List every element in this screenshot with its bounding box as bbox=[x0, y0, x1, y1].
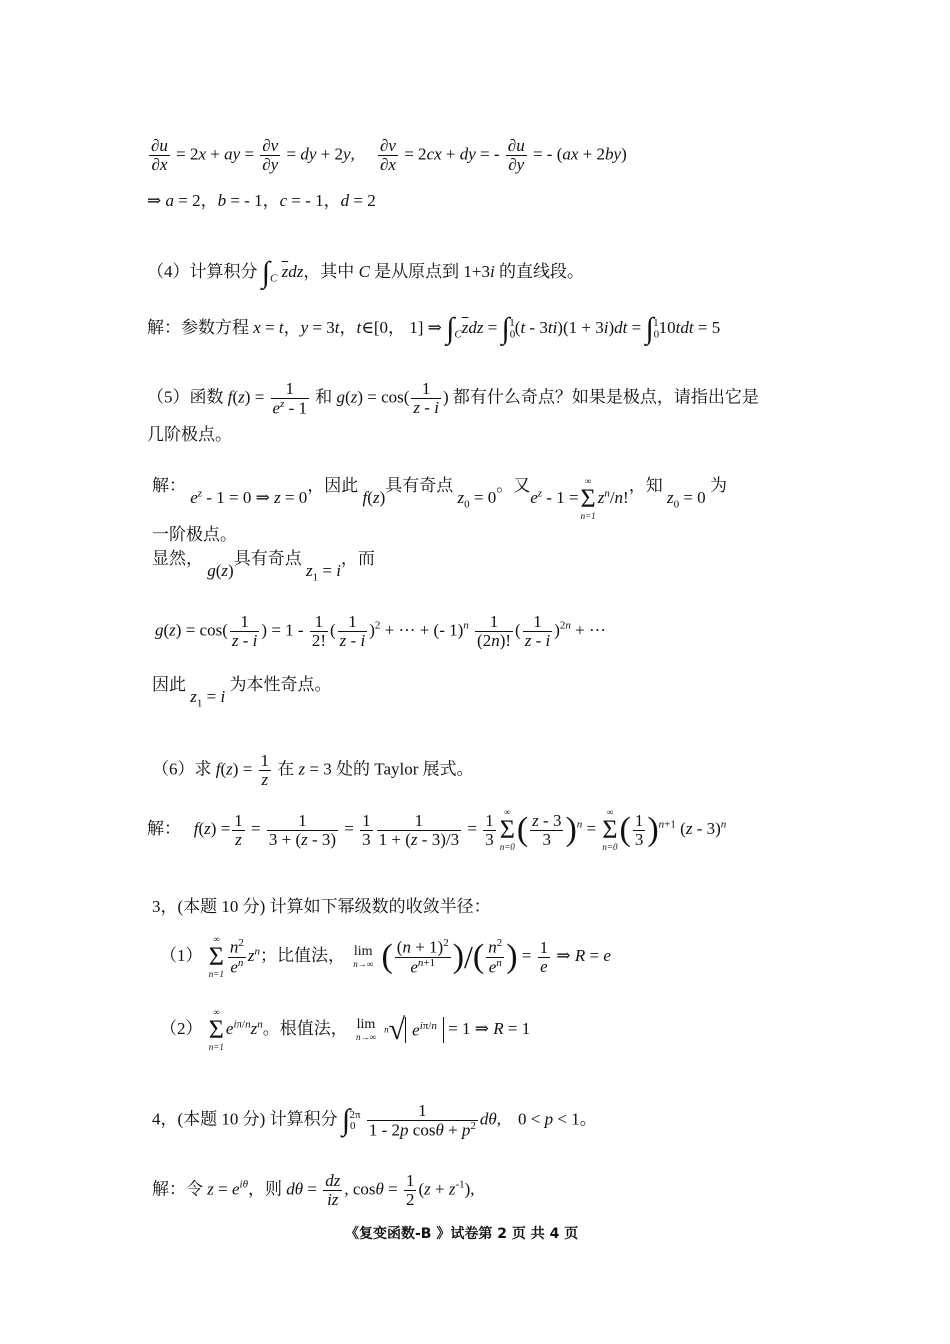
q5-sol1: 解： $e^z - 1 = 0$ ⇒ z = 0，因此 f(z)具有奇点 $z_0 = 0$。又$e^z - 1$ = ∞ Σ n=1 $z^n/n$!，知 $z_0 = 0$ 为 bbox=[152, 475, 727, 521]
q5-conclusion: 因此 $z_1 = i$ 为本性奇点。 bbox=[152, 675, 332, 710]
q5-sol2: 显然， g(z)具有奇点 $z_1 = i$，而 bbox=[152, 549, 375, 584]
dv-dx-fraction: $\frac{\partial v}{\partial x}$ bbox=[380, 136, 396, 174]
q3-header: 3，(本题 10 分) 计算如下幂级数的收敛半径： bbox=[152, 897, 491, 916]
q5-series: g(z) = cos( $\frac{1}{z - i}$ ) = 1 - $\frac{1}{2!}$ ( $\frac{1}{z - i}$ )$^2$ + ··· + (- 1)$^n$ $\frac{1}{(2n)!}$ ( $\frac{1}{z - i}$ )$^{2n}$ + ··· bbox=[155, 612, 606, 650]
q4-solution-label: 解：参数方程 bbox=[147, 317, 249, 337]
q4-prompt: （4）计算积分 $\int_C$ $\overline{z}dz$，其中 C 是从原点到 1+3i 的直线段。 bbox=[147, 256, 584, 289]
q5-sol2-label: 显然， bbox=[152, 549, 203, 568]
q5-prompt-b: 几阶极点。 bbox=[147, 425, 232, 444]
q3-item1-label: （1） bbox=[160, 945, 203, 965]
q5-prompt: （5）函数 f(z) = $\frac{1}{e^z - 1}$ 和 g(z) = cos( $\frac{1}{z - i}$ ) 都有什么奇点？如果是极点，请指出它是 bbox=[147, 379, 759, 418]
q4b-solution: 解：令 $z = e^{i\theta}$，则 dθ = $\frac{dz}{iz}$ , cosθ = $\frac{1}{2}$ $(z + z^{-1})$, bbox=[152, 1171, 475, 1209]
f-fraction: $\frac{1}{e^z - 1}$ bbox=[272, 379, 308, 418]
du-dy-fraction: $\frac{\partial u}{\partial y}$ bbox=[507, 136, 525, 174]
dv-dy-fraction: $\frac{\partial v}{\partial y}$ bbox=[262, 136, 279, 174]
q5-sol1-b: 一阶极点。 bbox=[152, 525, 237, 544]
q4-solution: 解：参数方程 x = t，y = 3t，t∈[0， 1] ⇒ $\int_C\overline{z}dz = \int_0^1(t - 3ti)(1 + 3i)dt = \int_0^110tdt = 5$ bbox=[147, 312, 721, 345]
q4b-header: 4，(本题 10 分) 计算积分 $\int_0^{2\pi}$ $\frac{1}{1 - 2p \cos\theta + p^2}$ dθ, 0 < p < 1。 bbox=[152, 1101, 597, 1140]
q4-prompt-pre: （4）计算积分 bbox=[147, 261, 258, 281]
du-dx-fraction: $\frac{\partial u}{\partial x}$ bbox=[151, 136, 168, 174]
q3-item1: （1） ∞ Σ n=1 $\frac{n^2}{e^n}$ $z^n$；比值法， lim n→∞ ( $\frac{(n + 1)^2}{e^{n+1}}$ )/( $\frac{n^2}{e^n}$ ) = $\frac{1}{e}$ ⇒ R = e bbox=[160, 934, 611, 979]
q3-item2: （2） ∞ Σ n=1 $e^{i\pi/n}z^n$。根值法， lim n→∞ n√ $e^{i\pi/n} = 1$ ⇒ R = 1 bbox=[160, 1007, 531, 1052]
page-footer: 《复变函数-B 》试卷第 2 页 共 4 页 bbox=[345, 1226, 579, 1242]
q6-prompt: （6）求 f(z) = $\frac{1}{z}$ 在 z = 3 处的 Taylor 展式。 bbox=[152, 751, 474, 789]
q6-solution: 解： f(z) = $\frac{1}{z}$ = $\frac{1}{3 + (z - 3)}$ = $\frac{1}{3}$ $\frac{1}{1 + (z - 3)/3}$ = $\frac{1}{3}$ ∞ Σ n=0 ( $\frac{z - 3}{3}$ )$^n$ = ∞ Σ n=0 ( $\frac{1}{3}$ )$^{n+1}$ (z - 3)$^n$ bbox=[147, 807, 727, 852]
q5-sol1-label: 解： bbox=[152, 475, 186, 495]
q6-solution-label: 解： bbox=[147, 818, 181, 838]
q3-item2-label: （2） bbox=[160, 1018, 203, 1038]
cauchy-riemann-equation: $\frac{\partial u}{\partial x}$ = 2x + ay = $\frac{\partial v}{\partial y}$ = dy + 2y, $\frac{\partial v}{\partial x}$ = 2cx + dy = - $\frac{\partial u}{\partial y}$ = - (ax + 2by) bbox=[151, 136, 627, 174]
q4b-solution-label: 解：令 bbox=[152, 1179, 203, 1199]
cr-result: ⇒ a = 2，b = - 1，c = - 1，d = 2 bbox=[147, 191, 376, 210]
